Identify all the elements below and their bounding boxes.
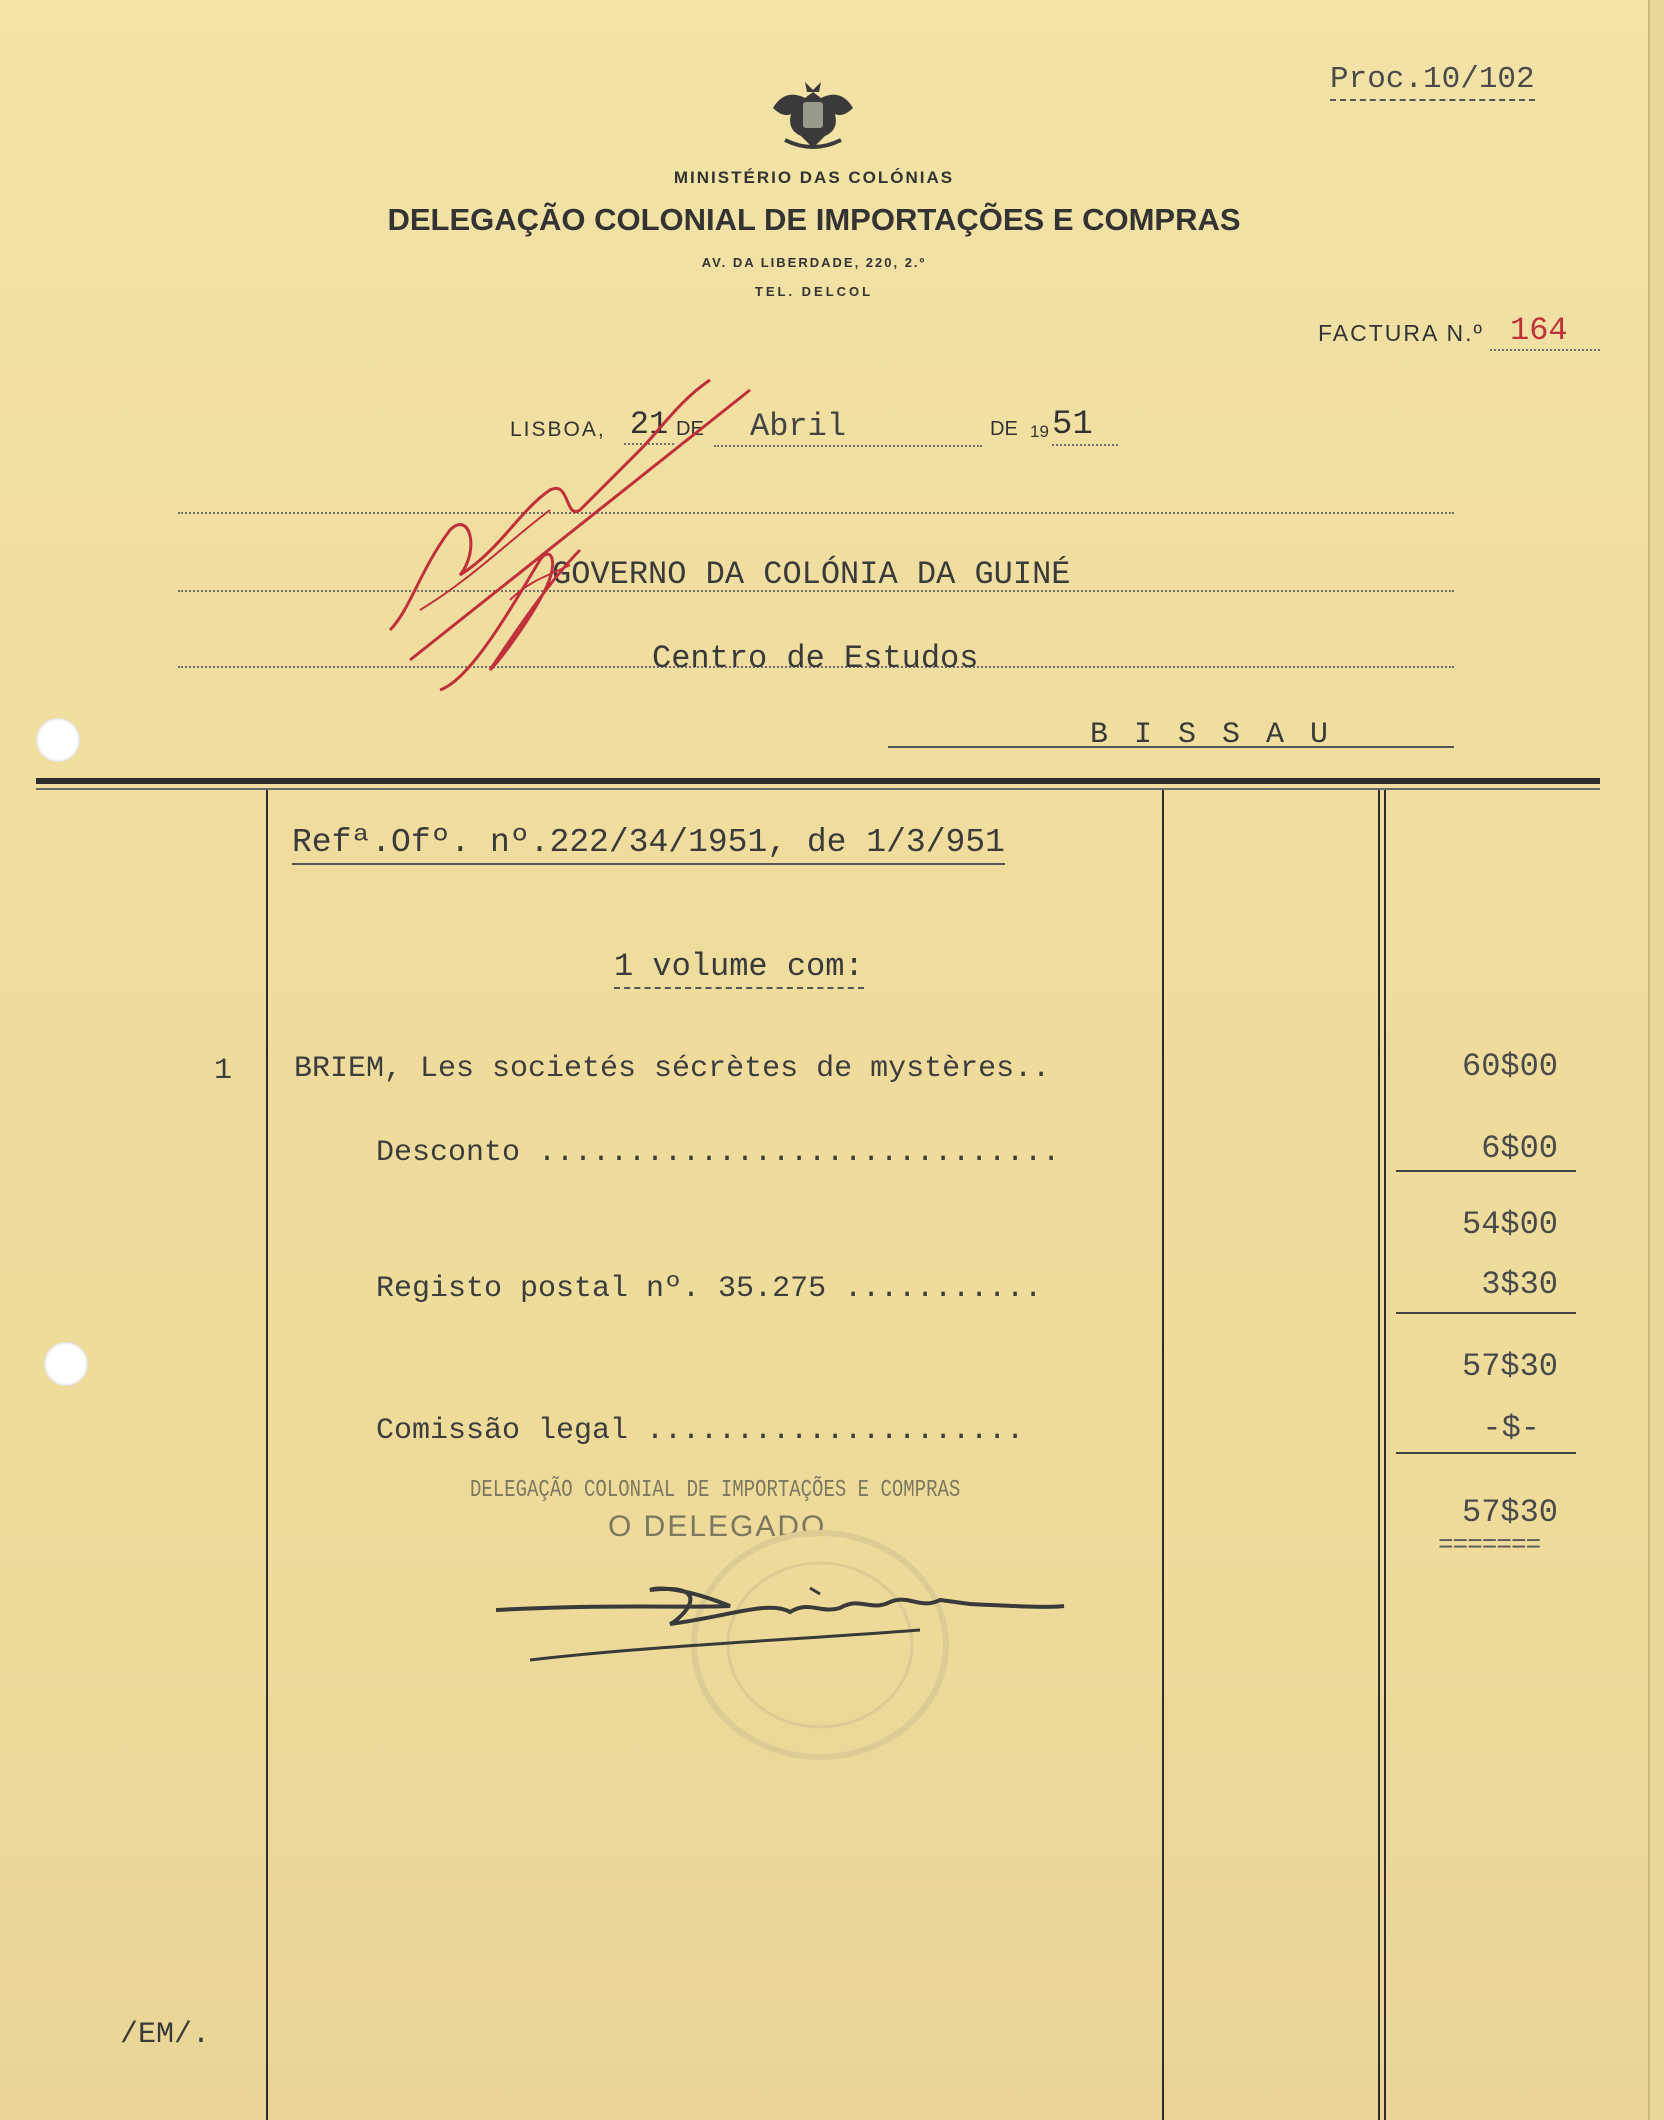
discount-amount: 6$00 (1481, 1130, 1558, 1167)
column-rule-2 (1162, 790, 1164, 2120)
date-place: LISBOA, (510, 418, 606, 441)
coat-of-arms-icon (765, 78, 861, 156)
telegraph-line: TEL. DELCOL (754, 284, 874, 299)
column-rule-1 (266, 790, 268, 2120)
item-amount: 60$00 (1461, 1048, 1558, 1085)
ministry-heading: MINISTÉRIO DAS COLÓNIAS (673, 168, 955, 187)
reference-line: Refª.Ofº. nº.222/34/1951, de 1/3/951 (292, 824, 1005, 865)
proc-number: Proc.10/102 (1330, 62, 1535, 101)
delegation-heading: DELEGAÇÃO COLONIAL DE IMPORTAÇÕES E COMPRAS (387, 202, 1241, 237)
subtotal-amount-1: 54$00 (1461, 1206, 1558, 1243)
item-description: BRIEM, Les societés sécrètes de mystères.. (294, 1052, 1051, 1086)
invoice-number-label: FACTURA N.º (1318, 320, 1484, 346)
subtotal-rule-2 (1396, 1312, 1576, 1314)
volume-heading: 1 volume com: (614, 948, 864, 989)
addressee-line-1: GOVERNO DA COLÓNIA DA GUINÉ (552, 556, 1071, 593)
typist-initials: /EM/. (120, 2018, 211, 2052)
stamp-line-delegation: DELEGAÇÃO COLONIAL DE IMPORTAÇÕES E COMPRAS (470, 1476, 961, 1504)
date-month: Abril (714, 408, 982, 447)
date-de-1: DE (676, 418, 704, 440)
total-double-rule: ======= (1438, 1530, 1541, 1560)
header-separator-thin (36, 788, 1600, 790)
postal-registration-label: Registo postal nº. 35.275 ........... (376, 1272, 1043, 1306)
invoice-number: 164 (1490, 312, 1600, 351)
column-rule-3 (1378, 790, 1380, 2120)
address-dotted-line-1 (178, 512, 1454, 514)
discount-label: Desconto ............................. (376, 1136, 1061, 1170)
postal-registration-amount: 3$30 (1481, 1266, 1558, 1303)
stamp-line-delegate: O DELEGADO (608, 1510, 827, 1543)
header-separator-rule (36, 778, 1600, 784)
total-amount: 57$30 (1461, 1494, 1558, 1531)
date-year-suffix: 51 (1052, 406, 1118, 446)
commission-label: Comissão legal ..................... (376, 1414, 1025, 1448)
subtotal-amount-2: 57$30 (1461, 1348, 1558, 1385)
addressee-line-2: Centro de Estudos (652, 640, 979, 677)
commission-amount: -$- (1482, 1410, 1540, 1447)
address-line: AV. DA LIBERDADE, 220, 2.º (701, 255, 927, 270)
addressee-line-3: B I S S A U (1090, 718, 1333, 752)
signature (490, 1560, 1070, 1670)
date-de-2: DE (990, 418, 1018, 440)
punch-hole-top (36, 718, 80, 762)
punch-hole-bottom (44, 1342, 88, 1386)
handwritten-annotation (380, 360, 760, 700)
subtotal-rule-3 (1396, 1452, 1576, 1454)
item-quantity: 1 (214, 1054, 233, 1088)
subtotal-rule-1 (1396, 1170, 1576, 1172)
date-day: 21 (624, 406, 674, 445)
date-year-prefix: 19 (1030, 422, 1049, 441)
column-rule-4 (1384, 790, 1386, 2120)
